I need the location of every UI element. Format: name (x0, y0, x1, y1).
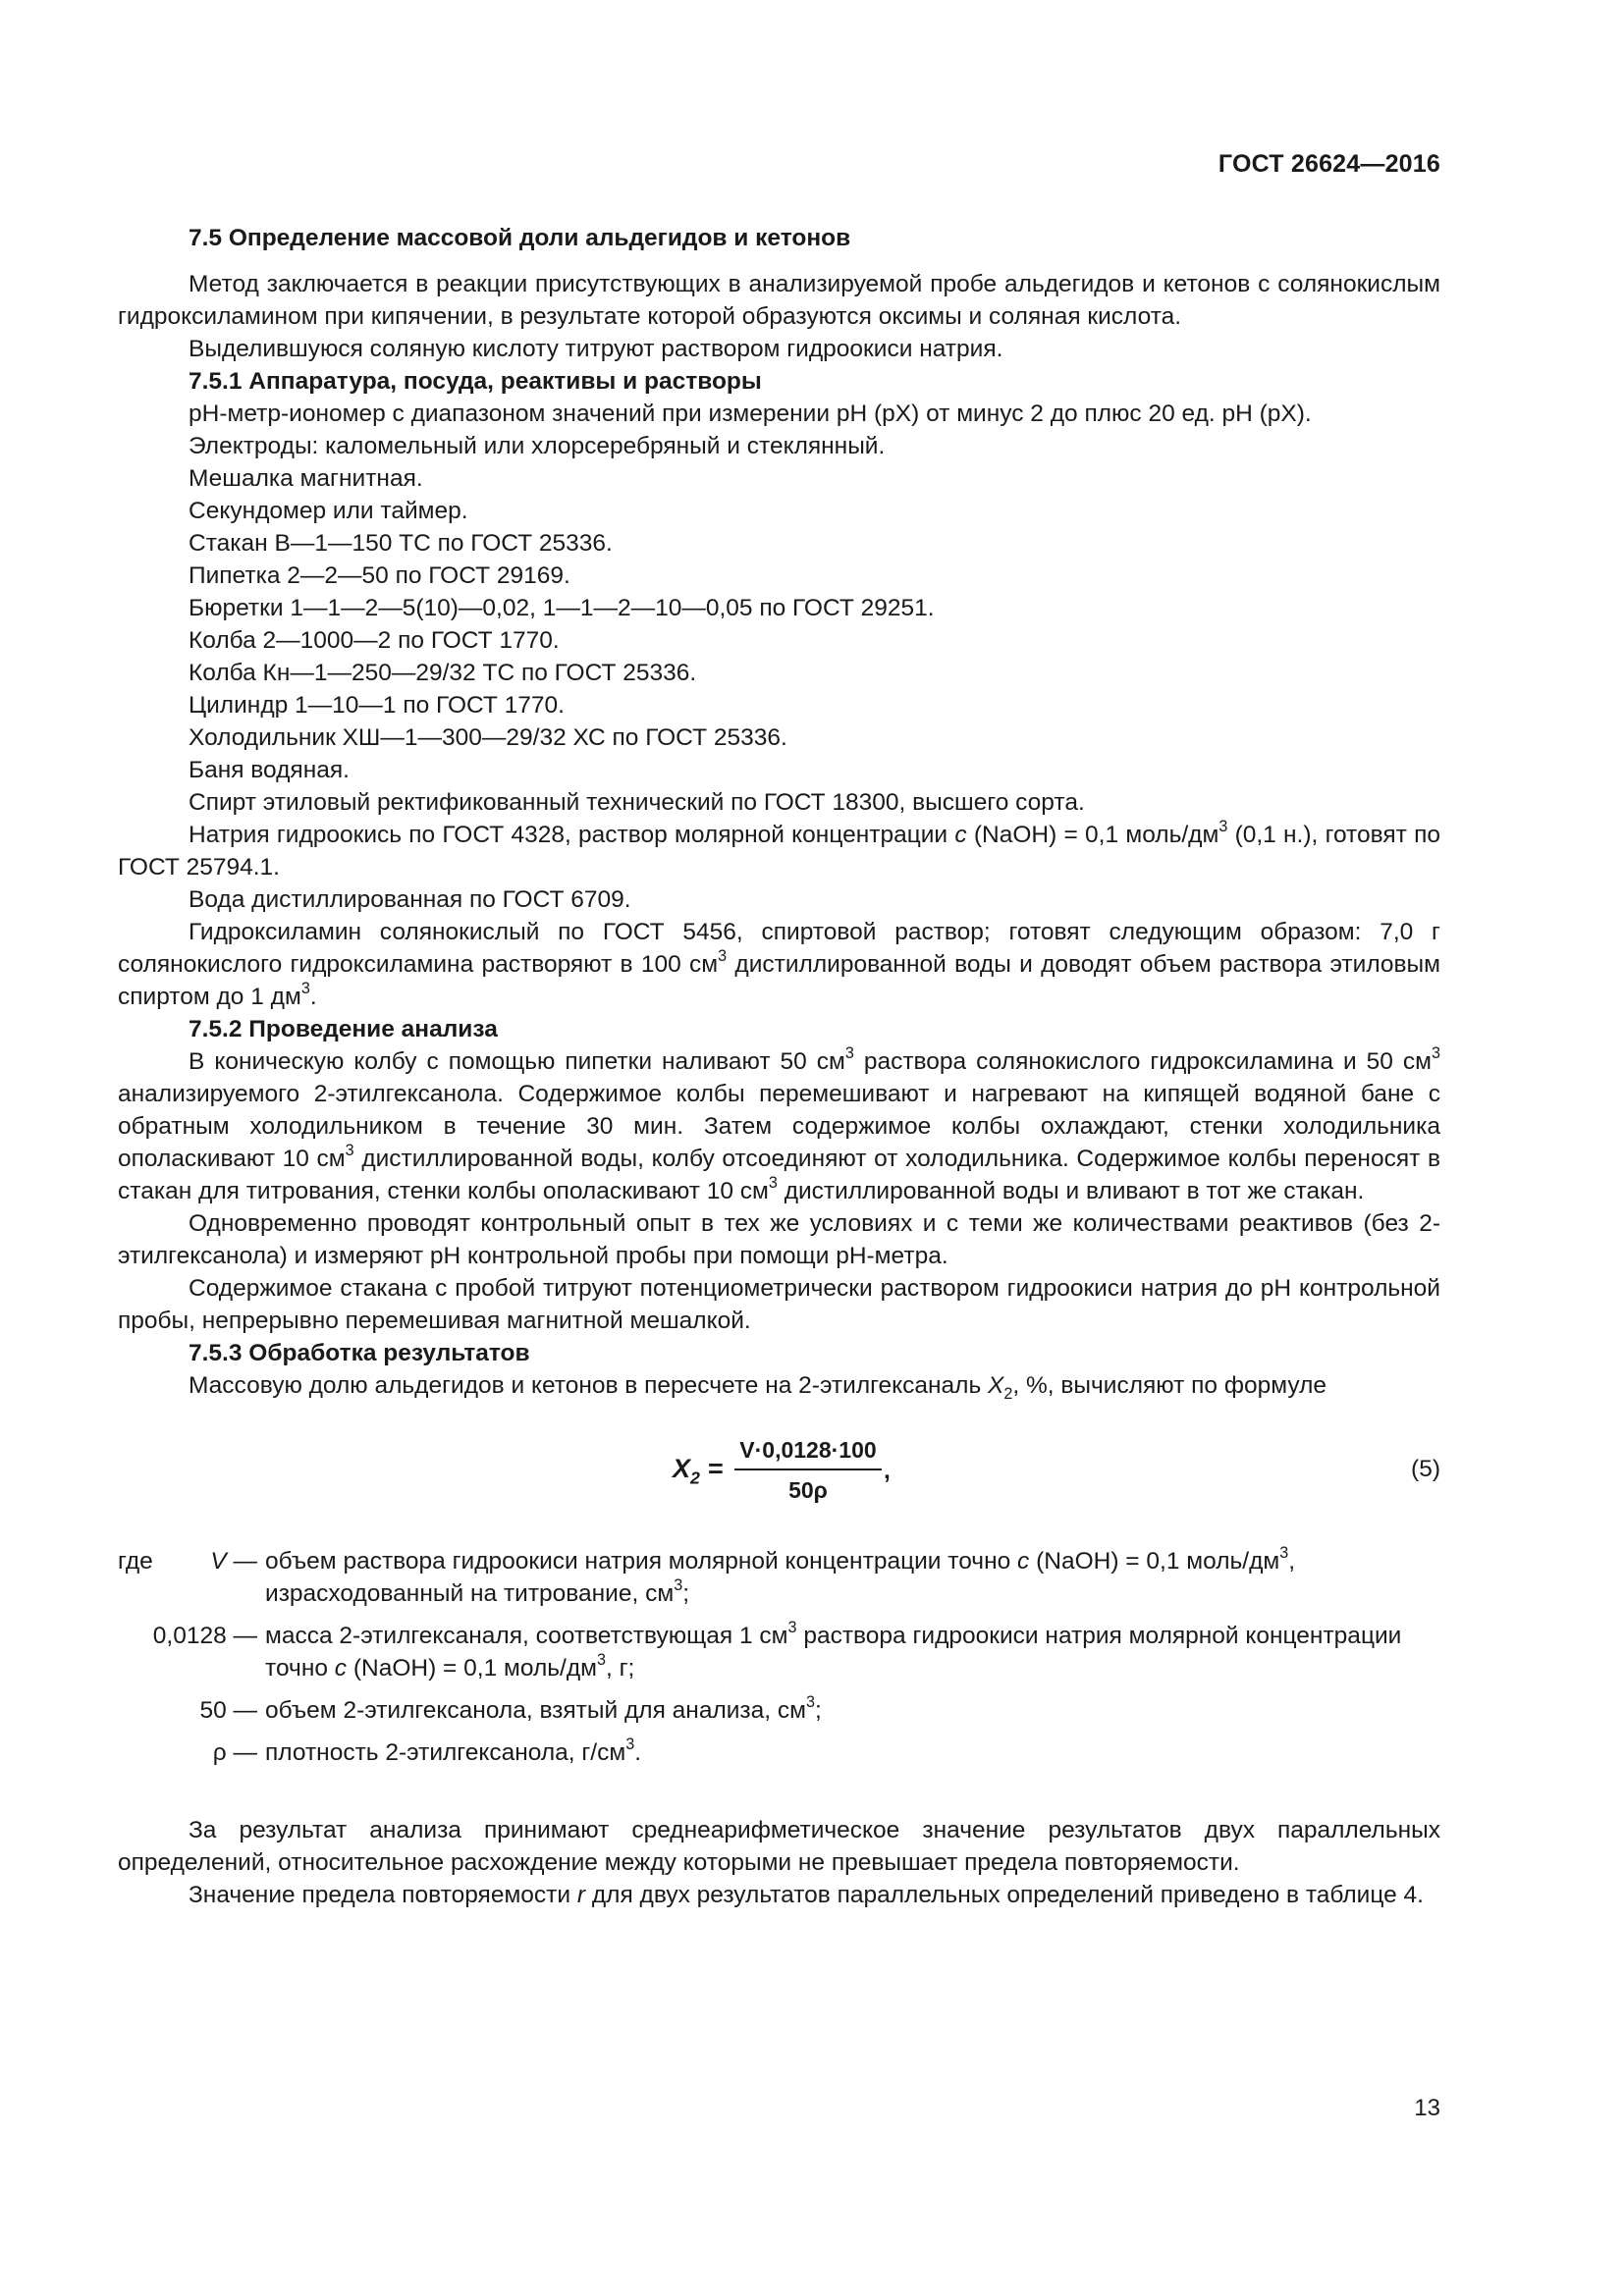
definition-row (118, 1545, 1440, 1620)
paragraph: За результат анализа принимают среднеарифметическое значение результатов двух параллельных определений, относительное расхождение между которыми не превышает предела повторяемости. (118, 1817, 1440, 1876)
definition-symbol: 0,0128 — (152, 1623, 258, 1649)
section-7-5-title: 7.5 Определение массовой доли альдегидов и кетонов (189, 225, 851, 251)
spacer (118, 1779, 1440, 1814)
list-item: Пипетка 2—2—50 по ГОСТ 29169. (189, 562, 570, 589)
list-item: Стакан В—1—150 ТС по ГОСТ 25336. (189, 530, 613, 557)
paragraph-hydroxylamine: Гидроксиламин солянокислый по ГОСТ 5456, спиртовой раствор; готовят следующим образом: 7,0 г солянокислого гидроксиламина растворяют в 100 $см^3$ дистиллированной воды и доводят объем раствора этиловым спиртом до 1 $дм^3$. (118, 919, 1440, 1010)
definition-row (118, 1736, 1440, 1779)
section-7-5-1-title: 7.5.1 Аппаратура, посуда, реактивы и растворы (189, 368, 762, 395)
paragraph-formula-intro: Массовую долю альдегидов и кетонов в пересчете на 2-этилгексаналь $X_2$, %, вычисляют по формуле (189, 1372, 1327, 1403)
definition-symbol: 50 — (199, 1697, 258, 1724)
paragraph: Одновременно проводят контрольный опыт в тех же условиях и с теми же количествами реактивов (без 2-этилгексанола) и измеряют рН контрольной пробы при помощи рН-метра. (118, 1210, 1440, 1269)
list-item: Цилиндр 1—10—1 по ГОСТ 1770. (189, 692, 565, 719)
list-item: Баня водяная. (189, 757, 350, 783)
list-item: Холодильник ХШ—1—300—29/32 ХС по ГОСТ 25336. (189, 724, 787, 751)
section-7-5-3-title: 7.5.3 Обработка результатов (189, 1340, 530, 1366)
list-item: Секундомер или таймер. (189, 498, 468, 524)
formula-numerator: V·0,0128·100 (739, 1437, 877, 1463)
paragraph: Выделившуюся соляную кислоту титруют раствором гидроокиси натрия. (189, 336, 1003, 362)
document-body (118, 222, 1440, 1911)
list-item: Спирт этиловый ректификованный технический по ГОСТ 18300, высшего сорта. (189, 789, 1085, 816)
definition-row (118, 1694, 1440, 1736)
list-item: Мешалка магнитная. (189, 465, 423, 492)
paragraph: Метод заключается в реакции присутствующих в анализируемой пробе альдегидов и кетонов с солянокислым гидроксиламином при кипячении, в результате которой образуются оксимы и соляная кислота. (118, 271, 1440, 330)
definition-text: объем раствора гидроокиси натрия молярной концентрации точно c (NaOH) = 0,1 моль/$дм^3$, израсходованный на титрование, $см^3$; (265, 1544, 1296, 1607)
section-7-5-2-title: 7.5.2 Проведение анализа (189, 1016, 498, 1042)
definition-symbol: V — (210, 1548, 258, 1575)
list-item: Колба 2—1000—2 по ГОСТ 1770. (189, 627, 560, 654)
definition-text: масса 2-этилгексаналя, соответствующая 1 $см^3$ раствора гидроокиси натрия молярной концентрации точно c (NaOH) = 0,1 моль/$дм^3$, г; (265, 1619, 1402, 1682)
paragraph-repeatability: Значение предела повторяемости r для двух результатов параллельных определений приведено в таблице 4. (189, 1882, 1424, 1908)
formula-lhs: $X_2$ = (673, 1454, 724, 1488)
variable-definitions (118, 1545, 1440, 1779)
paragraph-procedure: В коническую колбу с помощью пипетки наливают 50 $см^3$ раствора солянокислого гидроксиламина и 50 $см^3$ анализируемого 2-этилгексанола. Содержимое колбы перемешивают и нагревают на кипящей водяной бане с обратным холодильником в течение 30 мин. Затем содержимое колбы охлаждают, стенки холодильника ополаскивают 10 $см^3$ дистиллированной воды, колбу отсоединяют от холодильника. Содержимое колбы переносят в стакан для титрования, стенки колбы ополаскивают 10 $см^3$ дистиллированной воды и вливают в тот же стакан. (118, 1044, 1441, 1204)
document-header: ГОСТ 26624—2016 (1218, 150, 1440, 178)
where-label: где (118, 1548, 153, 1575)
definition-symbol: ρ — (212, 1739, 258, 1766)
definition-row (118, 1620, 1440, 1694)
paragraph: рН-метр-иономер с диапазоном значений при измерении рН (рХ) от минус 2 до плюс 20 ед. рН (рХ). (189, 400, 1312, 427)
paragraph: Содержимое стакана с пробой титруют потенциометрически раствором гидроокиси натрия до рН контрольной пробы, непрерывно перемешивая магнитной мешалкой. (118, 1275, 1440, 1334)
definition-text: плотность 2-этилгексанола, $г/см^3$. (265, 1735, 642, 1766)
list-item: Электроды: каломельный или хлорсеребряный и стеклянный. (189, 433, 886, 459)
equation-number: (5) (1411, 1456, 1440, 1482)
fraction-bar (734, 1468, 882, 1470)
definition-text: объем 2-этилгексанола, взятый для анализа, $см^3$; (265, 1693, 822, 1724)
list-item: Колба Кн—1—250—29/32 ТС по ГОСТ 25336. (189, 660, 697, 686)
formula-fraction (734, 1435, 882, 1504)
page-number: 13 (1414, 2095, 1440, 2121)
formula-denominator: 50ρ (788, 1477, 828, 1503)
paragraph-naoh: Натрия гидроокись по ГОСТ 4328, раствор молярной концентрации c (NaOH) = 0,1 моль/$дм^3$ (0,1 н.), готовят по ГОСТ 25794.1. (118, 818, 1440, 881)
formula-comma: , (884, 1458, 891, 1484)
list-item: Бюретки 1—1—2—5(10)—0,02, 1—1—2—10—0,05 по ГОСТ 29251. (189, 595, 935, 621)
list-item: Вода дистиллированная по ГОСТ 6709. (189, 886, 631, 913)
formula-5 (118, 1415, 1440, 1531)
